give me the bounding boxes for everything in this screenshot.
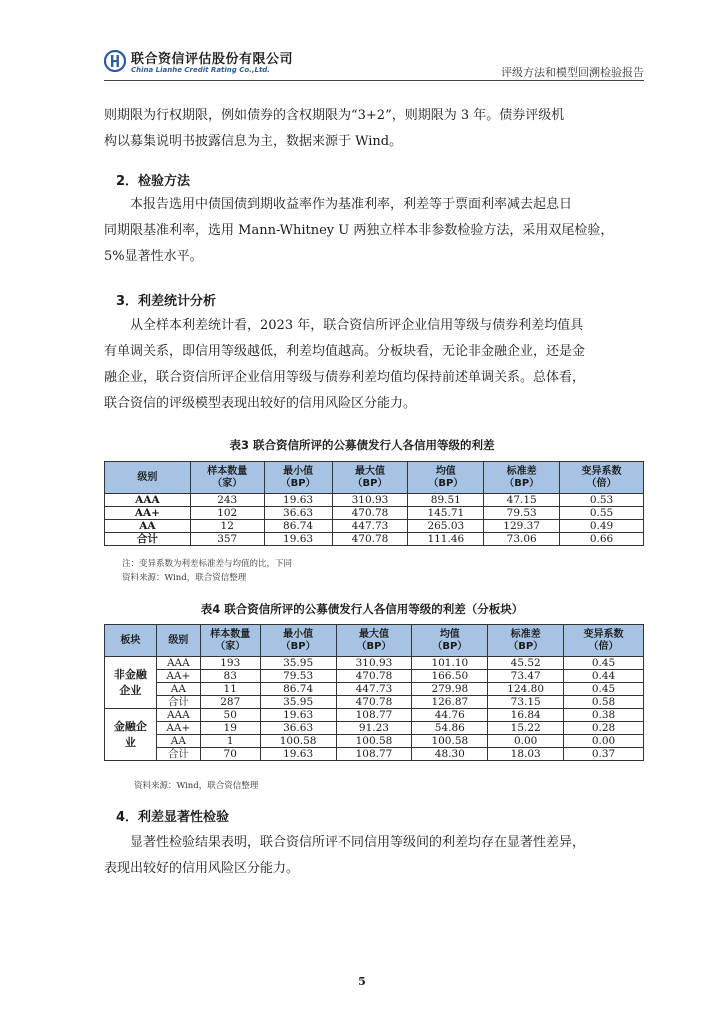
column-header-line: 级别 [137, 471, 158, 483]
table-row [105, 696, 644, 709]
column-header [488, 625, 564, 657]
report-title: 评级方法和模型回溯检验报告 [501, 66, 644, 79]
column-header [156, 625, 200, 657]
company-name-cn: 联合资信评估股份有限公司 [131, 52, 294, 67]
value-cell: 470.78 [332, 507, 408, 520]
rating-cell: AA+ [156, 670, 200, 683]
section4-paragraph [104, 830, 644, 882]
column-header-line: （BP） [432, 640, 468, 652]
value-cell: 0.58 [564, 696, 644, 709]
column-header [408, 462, 484, 494]
value-cell: 19.63 [264, 533, 332, 546]
rating-cell: AAA [156, 657, 200, 670]
rating-cell: AAA [156, 709, 200, 722]
section-heading: 3．利差统计分析 [116, 294, 217, 309]
value-cell: 35.95 [260, 696, 336, 709]
value-cell: 36.63 [264, 507, 332, 520]
rating-cell: 合计 [156, 748, 200, 761]
value-cell: 0.00 [564, 735, 644, 748]
column-header-line: 板块 [120, 634, 141, 646]
sector-cell [105, 709, 157, 761]
value-cell: 79.53 [484, 507, 560, 520]
text-line: 则期限为行权期限，例如债券的含权期限为“3+2”，则期限为 3 年。债券评级机 [104, 108, 565, 123]
value-cell: 70 [200, 748, 260, 761]
column-header-line: 均值 [439, 628, 460, 640]
table3-source: 资料来源：Wind，联合资信整理 [122, 573, 247, 583]
value-cell: 470.78 [332, 533, 408, 546]
section3-paragraph [104, 313, 644, 417]
value-cell: 16.84 [488, 709, 564, 722]
rating-cell: 合计 [105, 533, 191, 546]
text-line: 从全样本利差统计看，2023 年，联合资信所评企业信用等级与债券利差均值具 [130, 318, 584, 333]
value-cell: 193 [200, 657, 260, 670]
value-cell: 12 [190, 520, 264, 533]
section2-paragraph [104, 192, 644, 270]
column-header [260, 625, 336, 657]
table4-source: 资料来源：Wind，联合资信整理 [134, 781, 259, 791]
rating-cell: 合计 [156, 696, 200, 709]
value-cell: 0.28 [564, 722, 644, 735]
value-cell: 0.37 [564, 748, 644, 761]
text-line: 表现出较好的信用风险区分能力。 [104, 861, 300, 876]
value-cell: 19.63 [264, 494, 332, 507]
table4-caption: 表4 联合资信所评的公募债发行人各信用等级的利差（分板块） [200, 602, 524, 616]
value-cell: 100.58 [336, 735, 412, 748]
value-cell: 11 [200, 683, 260, 696]
sector-name-line: 非金融 [113, 667, 147, 681]
column-header-line: （BP） [428, 477, 464, 489]
table-row [105, 709, 644, 722]
column-header-line: 最大值 [354, 465, 385, 477]
table-row [105, 748, 644, 761]
value-cell: 126.87 [412, 696, 488, 709]
sector-cell [105, 657, 157, 709]
rating-cell: AA+ [105, 507, 191, 520]
column-header [560, 462, 644, 494]
column-header [264, 462, 332, 494]
value-cell: 73.47 [488, 670, 564, 683]
value-cell: 86.74 [260, 683, 336, 696]
table3-caption: 表3 联合资信所评的公募债发行人各信用等级的利差 [229, 438, 495, 452]
column-header-line: 均值 [435, 465, 456, 477]
column-header [190, 462, 264, 494]
value-cell: 0.53 [560, 494, 644, 507]
section-heading: 2．检验方法 [116, 174, 191, 189]
value-cell: 45.52 [488, 657, 564, 670]
value-cell: 470.78 [336, 670, 412, 683]
value-cell: 0.44 [564, 670, 644, 683]
column-header-line: 样本数量 [210, 628, 251, 640]
column-header-line: 最小值 [283, 628, 314, 640]
text-line: 构以募集说明书披露信息为主，数据来源于 Wind。 [104, 134, 403, 149]
table-row [105, 533, 644, 546]
table3 [104, 461, 644, 546]
value-cell: 73.06 [484, 533, 560, 546]
company-name-en: China Lianhe Credit Rating Co.,Ltd. [131, 66, 270, 74]
rating-cell: AA+ [156, 722, 200, 735]
section-heading: 4．利差显著性检验 [116, 810, 230, 825]
value-cell: 470.78 [336, 696, 412, 709]
value-cell: 287 [200, 696, 260, 709]
value-cell: 83 [200, 670, 260, 683]
column-header [332, 462, 408, 494]
value-cell: 0.00 [488, 735, 564, 748]
intro-paragraph [104, 103, 644, 155]
column-header-line: （BP） [356, 640, 392, 652]
value-cell: 108.77 [336, 709, 412, 722]
value-cell: 79.53 [260, 670, 336, 683]
column-header-line: （倍） [588, 640, 619, 652]
value-cell: 19.63 [260, 709, 336, 722]
table3-note: 注：变异系数为利差标准差与均值的比，下同 [122, 559, 293, 569]
column-header [105, 462, 191, 494]
value-cell: 447.73 [336, 683, 412, 696]
column-header-line: 最小值 [283, 465, 314, 477]
table4 [104, 624, 644, 761]
value-cell: 91.23 [336, 722, 412, 735]
rating-cell: AA [156, 735, 200, 748]
value-cell: 48.30 [412, 748, 488, 761]
text-line: 联合资信的评级模型表现出较好的信用风险区分能力。 [104, 396, 417, 411]
value-cell: 36.63 [260, 722, 336, 735]
table-row [105, 735, 644, 748]
value-cell: 18.03 [488, 748, 564, 761]
value-cell: 19.63 [260, 748, 336, 761]
value-cell: 0.38 [564, 709, 644, 722]
text-line: 融企业，联合资信所评企业信用等级与债券利差均值均保持前述单调关系。总体看， [104, 370, 586, 385]
column-header-line: （BP） [504, 477, 540, 489]
value-cell: 111.46 [408, 533, 484, 546]
value-cell: 0.55 [560, 507, 644, 520]
rating-cell: AA [156, 683, 200, 696]
column-header [484, 462, 560, 494]
value-cell: 0.49 [560, 520, 644, 533]
value-cell: 0.45 [564, 657, 644, 670]
column-header-line: 最大值 [358, 628, 389, 640]
text-line: 5%显著性水平。 [104, 249, 203, 264]
value-cell: 447.73 [332, 520, 408, 533]
value-cell: 89.51 [408, 494, 484, 507]
table-row [105, 657, 644, 670]
rating-cell: AA [105, 520, 191, 533]
value-cell: 279.98 [412, 683, 488, 696]
column-header-line: （BP） [352, 477, 388, 489]
column-header-line: 标准差 [506, 465, 537, 477]
column-header [200, 625, 260, 657]
value-cell: 124.80 [488, 683, 564, 696]
value-cell: 15.22 [488, 722, 564, 735]
value-cell: 357 [190, 533, 264, 546]
table-row [105, 722, 644, 735]
value-cell: 86.74 [264, 520, 332, 533]
column-header [336, 625, 412, 657]
value-cell: 243 [190, 494, 264, 507]
column-header [412, 625, 488, 657]
value-cell: 0.45 [564, 683, 644, 696]
value-cell: 73.15 [488, 696, 564, 709]
value-cell: 100.58 [260, 735, 336, 748]
column-header-line: 变异系数 [583, 628, 624, 640]
value-cell: 50 [200, 709, 260, 722]
value-cell: 166.50 [412, 670, 488, 683]
column-header [564, 625, 644, 657]
value-cell: 129.37 [484, 520, 560, 533]
column-header-line: 级别 [168, 634, 189, 646]
rating-cell: AAA [105, 494, 191, 507]
text-line: 有单调关系，即信用等级越低，利差均值越高。分板块看，无论非金融企业，还是金 [104, 344, 586, 359]
value-cell: 0.66 [560, 533, 644, 546]
table-row [105, 494, 644, 507]
column-header-line: 样本数量 [207, 465, 248, 477]
value-cell: 19 [200, 722, 260, 735]
header-divider [104, 80, 644, 81]
value-cell: 100.58 [412, 735, 488, 748]
column-header-line: （BP） [280, 640, 316, 652]
column-header-line: （家） [212, 477, 243, 489]
column-header-line: （倍） [586, 477, 617, 489]
value-cell: 310.93 [336, 657, 412, 670]
value-cell: 44.76 [412, 709, 488, 722]
column-header-line: 变异系数 [581, 465, 622, 477]
table-row [105, 507, 644, 520]
value-cell: 108.77 [336, 748, 412, 761]
value-cell: 310.93 [332, 494, 408, 507]
page-number: 5 [358, 975, 366, 988]
text-line: 显著性检验结果表明，联合资信所评不同信用等级间的利差均存在显著性差异， [130, 835, 586, 850]
text-line: 同期限基准利率，选用 Mann-Whitney U 两独立样本非参数检验方法，采用双尾检验， [104, 223, 614, 238]
value-cell: 1 [200, 735, 260, 748]
table-row [105, 683, 644, 696]
column-header-line: （BP） [280, 477, 316, 489]
company-logo-icon [104, 50, 126, 72]
column-header-line: （BP） [508, 640, 544, 652]
value-cell: 35.95 [260, 657, 336, 670]
value-cell: 145.71 [408, 507, 484, 520]
page-header [104, 46, 644, 82]
sector-name-line: 企业 [119, 683, 142, 697]
value-cell: 47.15 [484, 494, 560, 507]
column-header-line: 标准差 [510, 628, 541, 640]
column-header [105, 625, 157, 657]
value-cell: 54.86 [412, 722, 488, 735]
value-cell: 102 [190, 507, 264, 520]
value-cell: 101.10 [412, 657, 488, 670]
value-cell: 265.03 [408, 520, 484, 533]
table-row [105, 670, 644, 683]
sector-name-line: 业 [124, 735, 136, 749]
sector-name-line: 金融企 [113, 719, 147, 733]
text-line: 本报告选用中债国债到期收益率作为基准利率，利差等于票面利率减去起息日 [130, 197, 573, 212]
column-header-line: （家） [215, 640, 246, 652]
table-row [105, 520, 644, 533]
